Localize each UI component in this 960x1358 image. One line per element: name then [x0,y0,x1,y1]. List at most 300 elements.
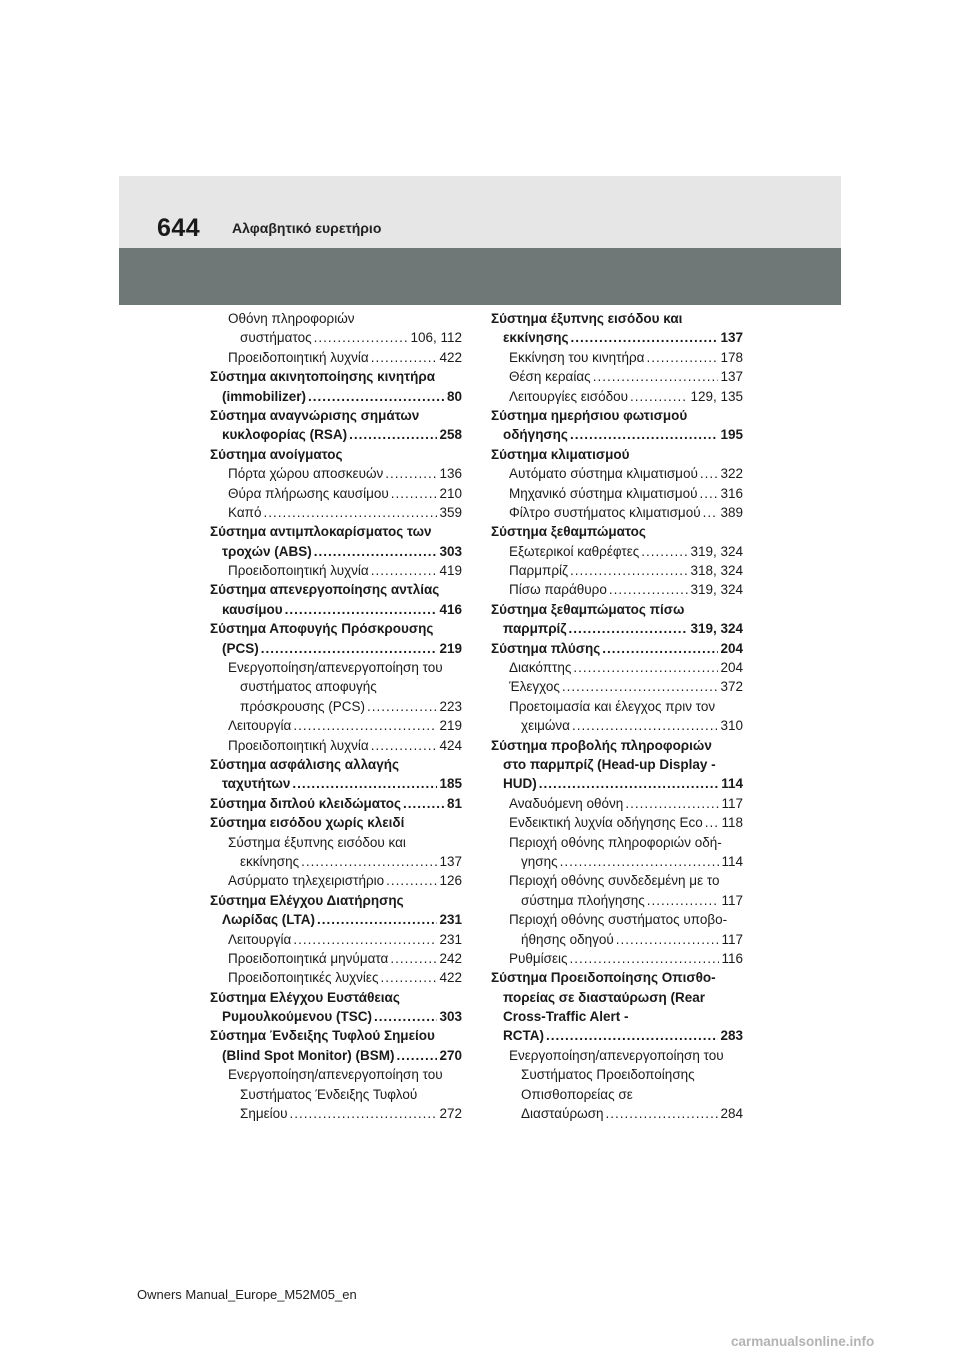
index-entry-line [210,1046,462,1065]
index-entry [491,309,743,348]
index-page-ref: 126 [439,873,462,889]
dot-leader [705,813,720,832]
index-entry-text: ταχυτήτων [222,776,291,792]
dot-leader [371,736,438,755]
index-entry-text: Σύστημα προβολής πληροφοριών [491,737,712,753]
index-entry-line [210,425,462,444]
index-subentry [491,910,743,949]
index-entry-text: Συστήματος Ένδειξης Τυφλού [240,1086,418,1102]
dot-leader [385,464,437,483]
index-entry-line [491,1046,743,1065]
index-entry [491,600,743,639]
index-entry-text: Σύστημα αντιμπλοκαρίσματος των [210,524,432,540]
index-entry-line [210,794,462,813]
index-subentry [210,736,462,755]
index-page-ref: 116 [721,950,743,966]
index-entry-text: Διακόπτης [509,660,572,676]
index-page-ref: 219 [439,640,462,656]
index-entry-line [491,639,743,658]
index-entry-text: Σύστημα απενεργοποίησης αντλίας [210,582,440,598]
index-entry-text: Φίλτρο συστήματος κλιματισμού [509,504,701,520]
index-entry [491,445,743,464]
index-subentry [210,503,462,522]
page-number: 644 [157,214,201,242]
index-entry-text: συστήματος [240,330,312,346]
index-entry-line [491,600,743,619]
index-entry-text: Περιοχή οθόνης συνδεδεμένη με το [509,873,720,889]
index-subentry [210,561,462,580]
dot-leader [616,930,720,949]
index-entry-text: Σύστημα ασφάλισης αλλαγής [210,756,399,772]
index-entry-line [491,930,743,949]
header-band [119,176,841,248]
index-page-ref: 231 [439,931,462,947]
index-entry-line [210,949,462,968]
index-entry-text: Θέση κεραίας [509,369,591,385]
index-entry-line [491,445,743,464]
index-subentry [491,348,743,367]
index-entry [491,736,743,794]
index-entry-line [491,1065,743,1084]
index-entry-text: σύστημα πλοήγησης [521,892,645,908]
dot-leader [371,348,438,367]
index-page-ref: 310 [720,718,743,734]
index-entry-line [210,1007,462,1026]
index-entry-text: στο παρμπρίζ (Head-up Display - [503,756,716,772]
index-entry-text: Σύστημα έξυπνης εισόδου και [228,834,406,850]
index-entry-text: Θύρα πλήρωσης καυσίμου [228,485,389,501]
index-subentry [491,503,743,522]
index-entry-line [210,852,462,871]
index-page-ref: 118 [721,815,743,831]
index-page-ref: 359 [439,504,462,520]
index-subentry [491,697,743,736]
index-subentry [491,367,743,386]
index-entry [210,580,462,619]
index-entry-text: Μηχανικό σύστημα κλιματισμού [509,485,698,501]
index-subentry [210,949,462,968]
index-page-ref: 322 [720,466,743,482]
index-entry-text: Ενεργοποίηση/απενεργοποίηση του [509,1047,724,1063]
dot-leader [261,639,438,658]
index-entry-line [491,968,743,987]
dot-leader [703,503,719,522]
index-entry-text: καυσίμου [222,601,283,617]
index-entry-line [491,522,743,541]
index-page-ref: 178 [720,349,743,365]
index-subentry [210,930,462,949]
index-entry-text: Αυτόματο σύστημα κλιματισμού [509,466,698,482]
index-entry-text: πορείας σε διασταύρωση (Rear [503,989,705,1005]
index-entry-text: (immobilizer) [222,388,307,404]
index-entry-line [491,309,743,328]
section-title: Αλφαβητικό ευρετήριο [232,220,382,236]
index-page-ref: 117 [721,931,743,947]
index-page-ref: 137 [720,330,743,346]
index-entry-line [491,949,743,968]
index-entry-line [210,930,462,949]
index-page-ref: 372 [720,679,743,695]
dot-leader [290,1104,438,1123]
index-entry-text: οδήγησης [503,427,568,443]
index-entry-text: γησης [521,853,558,869]
index-entry-line [491,406,743,425]
index-page-ref: 117 [721,795,743,811]
index-entry-text: Σύστημα ανοίγματος [210,446,343,462]
index-entry-text: Προετοιμασία και έλεγχος πριν τον [509,698,716,714]
index-entry-line [210,561,462,580]
dot-leader [539,774,719,793]
index-page-ref: 242 [439,950,462,966]
index-entry-line [210,503,462,522]
index-entry-line [491,871,743,890]
index-entry-line [210,619,462,638]
index-entry-line [210,968,462,987]
index-entry-line [491,755,743,774]
index-entry-text: Σύστημα αναγνώρισης σημάτων [210,407,420,423]
index-page-ref: 195 [720,427,743,443]
index-page-ref: 319, 324 [690,621,743,637]
index-entry-line [210,1065,462,1084]
dot-leader [570,425,719,444]
index-subentry [491,1046,743,1124]
index-page-ref: 223 [439,698,462,714]
index-entry-text: Σύστημα Ελέγχου Διατήρησης [210,892,404,908]
index-page-ref: 284 [720,1106,743,1122]
dot-leader [380,968,437,987]
index-entry-line [210,639,462,658]
index-entry [210,1026,462,1065]
index-entry [210,522,462,561]
dot-leader [396,1046,437,1065]
index-entry-text: Σύστημα ξεθαμπώματος πίσω [491,601,685,617]
index-entry-text: Σύστημα εισόδου χωρίς κλειδί [210,815,405,831]
dot-leader [562,677,719,696]
index-entry-line [210,871,462,890]
index-entry-line [491,503,743,522]
dot-leader [570,561,688,580]
index-subentry [210,968,462,987]
index-page-ref: 117 [721,892,743,908]
index-page-ref: 114 [721,776,743,792]
index-entry-line [210,367,462,386]
index-entry-line [210,755,462,774]
dot-leader [572,716,718,735]
index-entry-text: Προειδοποιητική λυχνία [228,563,369,579]
index-column-left [210,309,462,1123]
index-entry-line [210,387,462,406]
index-entry-text: Σύστημα ακινητοποίησης κινητήρα [210,369,436,385]
dot-leader [593,367,719,386]
index-entry-text: Αναδυόμενη οθόνη [509,795,624,811]
dot-leader [700,464,719,483]
index-entry-line [210,484,462,503]
index-page-ref: 258 [439,427,462,443]
index-page-ref: 80 [446,388,462,404]
index-entry-text: Ενδεικτική λυχνία οδήγησης Eco [509,815,703,831]
dot-leader [609,580,689,599]
index-subentry [210,348,462,367]
dot-leader [293,930,437,949]
index-entry-line [210,677,462,696]
index-page-ref: 106, 112 [410,330,462,346]
index-entry-line [210,1104,462,1123]
dot-leader [606,1104,719,1123]
index-page-ref: 272 [439,1106,462,1122]
index-entry-line [491,1085,743,1104]
index-entry-text: συστήματος αποφυγής [240,679,377,695]
dot-leader [317,910,437,929]
index-page-ref: 204 [720,640,743,656]
index-subentry [210,833,462,872]
dot-leader [560,852,720,871]
index-entry-text: χειμώνα [521,718,570,734]
index-entry-line [491,561,743,580]
index-entry [210,367,462,406]
index-entry-line [210,891,462,910]
index-subentry [210,484,462,503]
index-entry-line [491,425,743,444]
dot-leader [641,542,688,561]
index-entry [491,639,743,658]
index-page-ref: 318, 324 [690,563,743,579]
index-subentry [210,464,462,483]
index-entry-text: Προειδοποιητική λυχνία [228,349,369,365]
dot-leader [314,542,438,561]
index-entry-text: Σύστημα έξυπνης εισόδου και [491,311,683,326]
index-entry-text: Διασταύρωση [521,1106,604,1122]
dot-leader [569,619,689,638]
index-entry-line [210,736,462,755]
index-entry-text: Έλεγχος [509,679,560,695]
index-entry-line [210,542,462,561]
index-entry-line [491,697,743,716]
index-subentry [210,309,462,348]
index-entry-text: Cross-Traffic Alert - [503,1009,629,1025]
dot-leader [293,716,437,735]
dot-leader [301,852,437,871]
index-entry-line [210,348,462,367]
index-entry-text: Παρμπρίζ [509,563,568,579]
index-subentry [491,658,743,677]
index-entry-text: Προειδοποιητική λυχνία [228,737,369,753]
index-entry-line [491,794,743,813]
watermark: carmanualsonline.info [731,1334,875,1349]
index-page-ref: 422 [439,349,462,365]
index-entry-line [491,677,743,696]
index-entry-line [210,522,462,541]
index-entry-line [491,774,743,793]
index-subentry [491,949,743,968]
index-entry-text: Ενεργοποίηση/απενεργοποίηση του [228,660,443,676]
index-entry-line [210,988,462,1007]
dot-leader [314,328,409,347]
index-entry-text: κυκλοφορίας (RSA) [222,427,348,443]
index-entry-text: Εκκίνηση του κινητήρα [509,349,645,365]
index-page-ref: 303 [439,543,462,559]
index-entry-text: ήθησης οδηγού [521,931,614,947]
dot-leader [263,503,437,522]
dot-leader [391,484,438,503]
index-subentry [210,1065,462,1123]
index-entry-line [491,387,743,406]
index-entry-text: παρμπρίζ [503,621,567,637]
index-entry-text: Συστήματος Προειδοποίησης [521,1067,695,1083]
index-entry-text: Ρυμουλκούμενου (TSC) [222,1009,372,1025]
index-entry [210,988,462,1027]
index-subentry [491,484,743,503]
index-entry [210,891,462,930]
index-entry-text: Ασύρματο τηλεχειριστήριο [228,873,385,889]
index-entry-text: τροχών (ABS) [222,543,312,559]
index-page-ref: 185 [439,776,462,792]
index-entry-text: Εξωτερικοί καθρέφτες [509,543,640,559]
dot-leader [570,328,718,347]
index-entry-line [210,910,462,929]
index-subentry [210,871,462,890]
index-entry [491,406,743,445]
dot-leader [546,1026,718,1045]
index-entry-line [491,1026,743,1045]
dot-leader [573,658,718,677]
index-entry-text: Προειδοποιητικές λυχνίες [228,970,379,986]
index-entry-text: Ενεργοποίηση/απενεργοποίηση του [228,1067,443,1083]
index-entry-text: Σύστημα Ελέγχου Ευστάθειας [210,989,400,1005]
index-page-ref: 422 [439,970,462,986]
index-entry-line [210,1085,462,1104]
index-entry-line [210,445,462,464]
index-entry-text: (PCS) [222,640,259,656]
index-entry-line [491,716,743,735]
index-entry [210,813,462,832]
dot-leader [390,949,437,968]
index-entry-text: εκκίνησης [503,330,569,346]
index-page-ref: 137 [720,369,743,385]
index-page-ref: 303 [439,1009,462,1025]
index-entry-text: Σύστημα κλιματισμού [491,446,630,462]
index-page-ref: 81 [446,795,462,811]
index-entry-line [210,658,462,677]
index-entry-line [491,833,743,852]
index-entry-line [491,464,743,483]
index-entry-text: (Blind Spot Monitor) (BSM) [222,1047,395,1063]
index-page-ref: 114 [721,853,743,869]
index-entry-text: Λειτουργία [228,718,292,734]
index-entry-line [210,1026,462,1045]
footer-manual-id: Owners Manual_Europe_M52M05_en [137,1287,357,1302]
index-subentry [491,833,743,872]
dot-leader [646,348,718,367]
dot-leader [570,949,720,968]
dot-leader [285,600,438,619]
index-page-ref: 219 [439,718,462,734]
index-subentry [491,561,743,580]
index-subentry [210,658,462,716]
index-entry-line [210,580,462,599]
index-subentry [491,542,743,561]
index-entry-line [491,813,743,832]
index-entry-line [210,697,462,716]
index-entry [210,755,462,794]
index-page-ref: 419 [439,563,462,579]
index-page-ref: 270 [439,1047,462,1063]
index-entry-line [491,852,743,871]
index-subentry [491,794,743,813]
index-entry [210,794,462,813]
dot-leader [308,387,445,406]
index-entry [491,968,743,1046]
index-entry [491,522,743,541]
index-page-ref: 136 [439,466,462,482]
index-entry [210,619,462,658]
index-page-ref: 210 [439,485,462,501]
index-page-ref: 416 [439,601,462,617]
index-entry-line [491,658,743,677]
index-entry-line [491,1007,743,1026]
index-entry-text: Οθόνη πληροφοριών [228,311,355,326]
index-entry-line [491,328,743,347]
header-dark-bar [119,248,841,305]
index-page-ref: 137 [439,853,462,869]
index-entry-text: Σύστημα Αποφυγής Πρόσκρουσης [210,621,434,637]
index-page-ref: 283 [720,1028,743,1044]
index-page-ref: 319, 324 [690,582,743,598]
dot-leader [630,387,688,406]
index-entry-line [210,464,462,483]
index-entry-text: Σύστημα πλύσης [491,640,601,656]
index-entry-text: Σύστημα διπλού κλειδώματος [210,795,402,811]
index-entry-line [491,619,743,638]
index-entry-text: πρόσκρουσης (PCS) [240,698,366,714]
index-entry-text: Λειτουργίες εισόδου [509,388,629,404]
index-entry [210,406,462,445]
index-subentry [210,716,462,735]
index-entry-text: Πόρτα χώρου αποσκευών [228,466,384,482]
index-entry-line [491,484,743,503]
index-entry-line [491,367,743,386]
index-entry-text: εκκίνησης [240,853,300,869]
index-entry-text: Σύστημα Ένδειξης Τυφλού Σημείου [210,1028,435,1044]
index-entry-text: HUD) [503,776,537,792]
dot-leader [374,1007,438,1026]
dot-leader [403,794,445,813]
index-entry-line [491,542,743,561]
index-entry-line [491,348,743,367]
index-entry-text: Καπό [228,504,262,520]
index-subentry [491,387,743,406]
index-entry-text: Σύστημα ξεθαμπώματος [491,524,646,540]
dot-leader [371,561,438,580]
dot-leader [386,871,437,890]
index-page-ref: 389 [720,504,743,520]
index-entry-text: Οπισθοπορείας σε [521,1086,633,1102]
index-entry [210,445,462,464]
dot-leader [647,891,720,910]
index-page-ref: 424 [439,737,462,753]
dot-leader [292,774,437,793]
index-entry-text: Περιοχή οθόνης συστήματος υποβο- [509,912,728,928]
index-entry-text: Ρυθμίσεις [509,950,568,966]
index-subentry [491,580,743,599]
dot-leader [367,697,437,716]
index-entry-text: Πίσω παράθυρο [509,582,607,598]
index-entry-text: Σύστημα Προειδοποίησης Οπισθο- [491,970,716,986]
index-entry-text: Σύστημα ημερήσιου φωτισμού [491,407,688,423]
dot-leader [349,425,437,444]
index-subentry [491,464,743,483]
index-entry-text: Περιοχή οθόνης πληροφοριών οδή- [509,834,722,850]
index-page-ref: 231 [439,912,462,928]
